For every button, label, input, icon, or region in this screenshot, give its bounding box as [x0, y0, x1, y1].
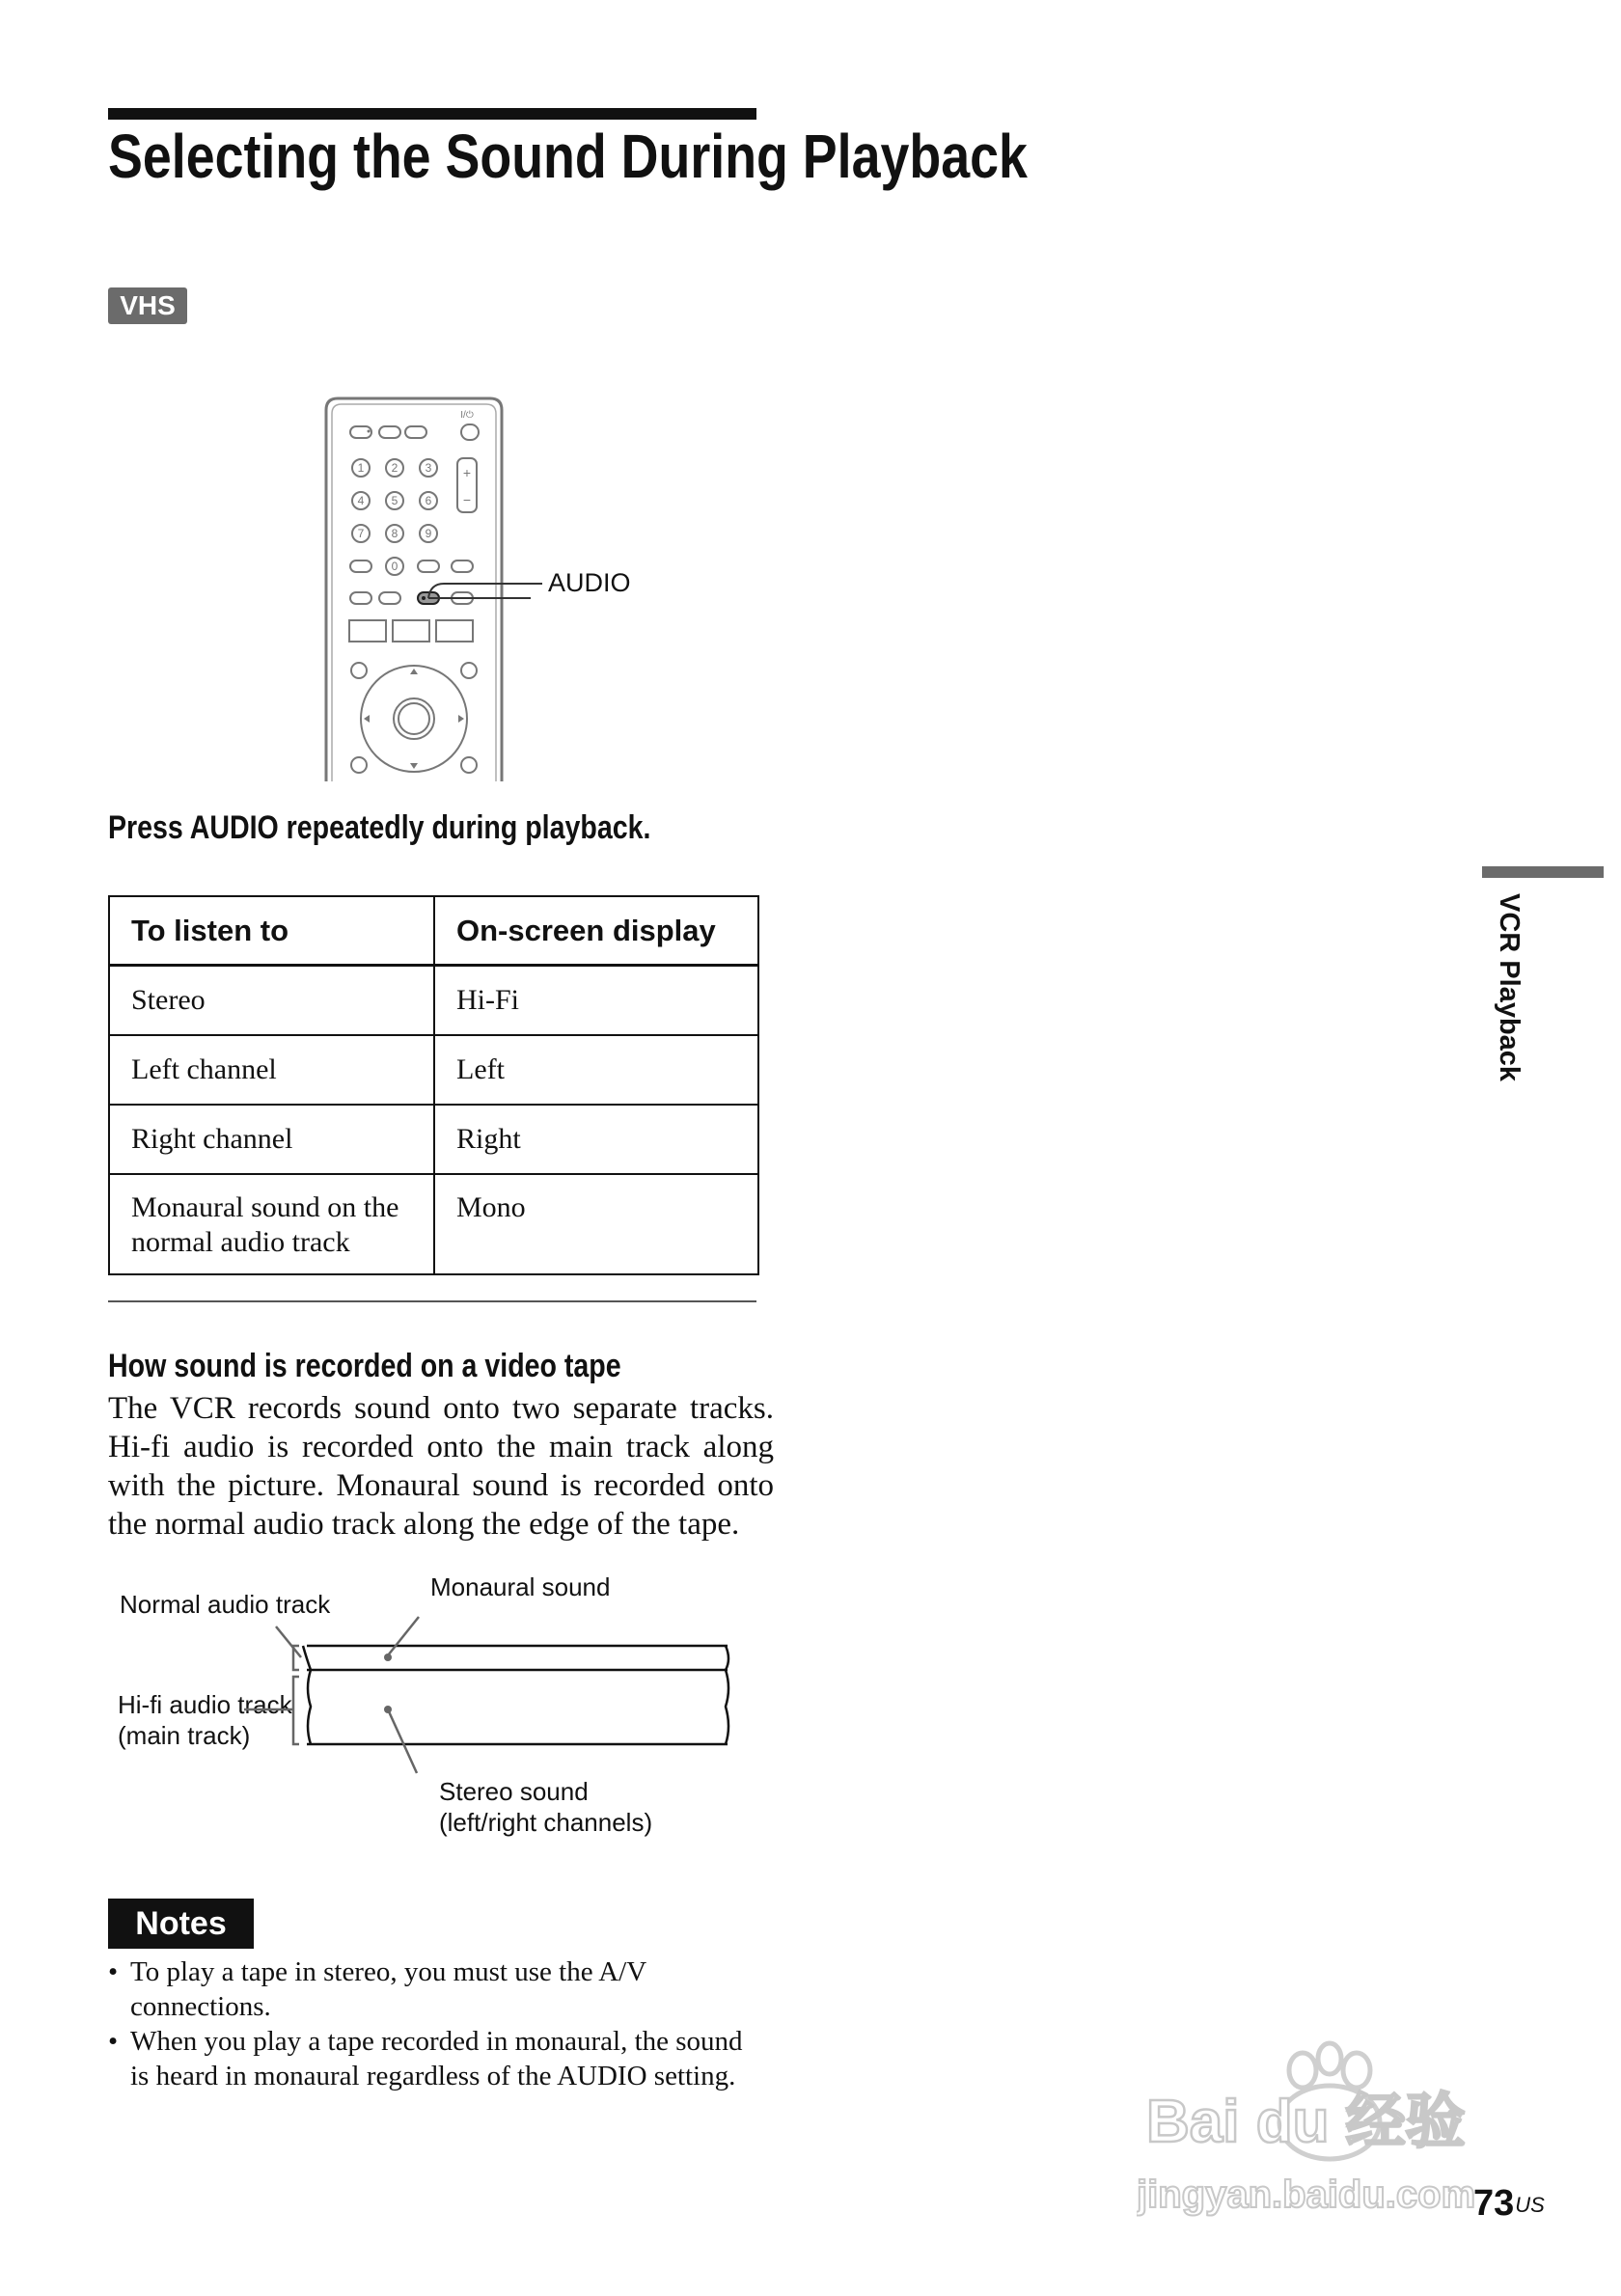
label-left-right-channels: (left/right channels): [439, 1808, 653, 1837]
remote-key: [405, 426, 426, 438]
tape-left-edge: [303, 1646, 311, 1744]
page-number-value: 73: [1473, 2183, 1515, 2224]
side-tab-label: VCR Playback: [1494, 893, 1525, 1082]
section-divider: [108, 1300, 756, 1302]
vhs-badge: VHS: [108, 287, 187, 324]
remote-key: [452, 560, 473, 572]
title-top-rule: [108, 108, 756, 120]
svg-text:−: −: [462, 492, 472, 507]
number-key-0: 0: [391, 560, 398, 573]
sound-options-table: [108, 895, 759, 1275]
enter-key: [394, 698, 434, 739]
side-tab-bar: [1482, 866, 1604, 878]
remote-control-figure: [318, 391, 666, 796]
number-key-7: 7: [357, 527, 365, 540]
table-header: On-screen display: [434, 896, 758, 966]
navigation-ring: [361, 666, 467, 772]
number-key-5: 5: [391, 494, 398, 507]
remote-key: [350, 560, 371, 572]
paw-toe: [1289, 2053, 1316, 2088]
table-cell: Left channel: [109, 1035, 434, 1105]
stereo-point: [384, 1706, 392, 1713]
page-region-suffix: US: [1515, 2193, 1545, 2217]
number-key-9: 9: [425, 527, 432, 540]
label-normal-audio-track: Normal audio track: [120, 1590, 331, 1619]
table-cell: Stereo: [109, 966, 434, 1036]
number-key-3: 3: [425, 461, 432, 475]
tape-right-edge: [726, 1646, 728, 1744]
table-row: [109, 1174, 758, 1274]
watermark-url: jingyan.baidu.com: [1137, 2173, 1476, 2216]
table-row: [109, 1105, 758, 1174]
remote-key: [379, 592, 400, 604]
monaural-point: [384, 1654, 392, 1661]
power-label: I/⏻: [460, 410, 474, 421]
number-key-4: 4: [357, 494, 365, 507]
label-monaural-sound: Monaural sound: [430, 1572, 611, 1601]
note-item: • To play a tape in stereo, you must use the A/V connections.: [108, 1954, 764, 2024]
remote-key: [461, 757, 477, 773]
remote-key: [418, 560, 439, 572]
table-header: To listen to: [109, 896, 434, 966]
remote-body-outline: [326, 398, 502, 781]
hifi-track-bracket: [293, 1677, 299, 1744]
svg-text:+: +: [462, 465, 472, 480]
remote-key: [351, 663, 367, 678]
notes-badge: Notes: [108, 1899, 254, 1949]
remote-key: [461, 663, 477, 678]
number-key-8: 8: [391, 527, 398, 540]
table-cell: Right: [434, 1105, 758, 1174]
label-hifi-track: Hi-fi audio track: [118, 1690, 292, 1719]
notes-list: [108, 1954, 764, 2093]
watermark-logo: [1137, 2016, 1523, 2219]
audio-callout-label: AUDIO: [548, 568, 631, 597]
table-cell: Right channel: [109, 1105, 434, 1174]
table-cell: Mono: [434, 1174, 758, 1274]
remote-key: [350, 592, 371, 604]
side-tab: [1486, 893, 1525, 1086]
table-row: [109, 966, 758, 1036]
remote-key: [351, 757, 367, 773]
remote-key: [349, 620, 386, 642]
number-key-1: 1: [357, 461, 365, 475]
remote-control-illustration: [318, 391, 666, 796]
tape-track-diagram: [108, 1572, 783, 1852]
page-title: Selecting the Sound During Playback: [108, 122, 1028, 191]
paw-toe: [1343, 2053, 1370, 2088]
note-item: • When you play a tape recorded in monaural, the sound is heard in monaural regardless of the AUDIO setting.: [108, 2024, 764, 2093]
label-stereo-sound: Stereo sound: [439, 1777, 589, 1806]
tape-diagram-svg: [108, 1572, 783, 1852]
remote-key: [436, 620, 473, 642]
label-main-track: (main track): [118, 1721, 251, 1750]
table-cell: Hi-Fi: [434, 966, 758, 1036]
page-number: [1473, 2182, 1545, 2225]
remote-key: [393, 620, 429, 642]
instruction-text: Press AUDIO repeatedly during playback.: [108, 809, 651, 846]
number-key-2: 2: [391, 461, 398, 475]
table-cell: Left: [434, 1035, 758, 1105]
paw-toe: [1318, 2043, 1341, 2074]
table-cell: Monaural sound on the normal audio track: [109, 1174, 434, 1274]
number-key-6: 6: [425, 494, 432, 507]
baidu-watermark: [1137, 2016, 1523, 2219]
power-key: [461, 424, 479, 440]
watermark-brand: Bai du 经验: [1146, 2089, 1466, 2155]
table-row: [109, 1035, 758, 1105]
table-header-row: [109, 896, 758, 966]
remote-key: [379, 426, 400, 438]
section-body: The VCR records sound onto two separate tracks. Hi-fi audio is recorded onto the main track along with the picture. Monaural sound is recorded onto the normal audio track along the edge of the tape.: [108, 1391, 774, 1542]
section-heading: How sound is recorded on a video tape: [108, 1348, 621, 1384]
